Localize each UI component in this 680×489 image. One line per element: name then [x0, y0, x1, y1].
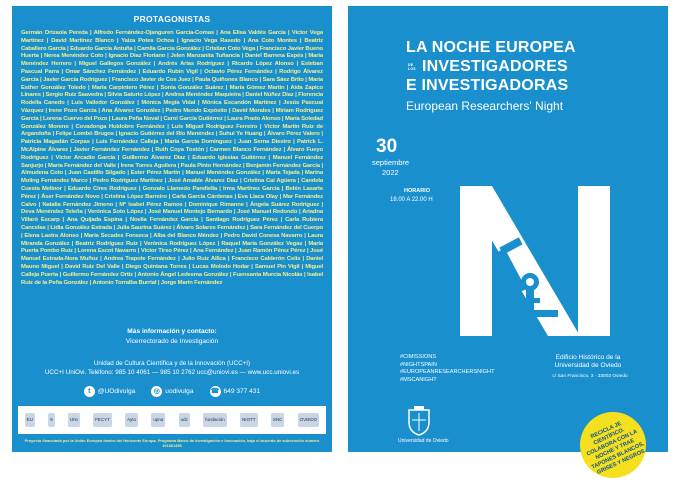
schedule-hours: 18.00 A 22.00 H — [390, 197, 433, 203]
protagonist-name: Beatriz Caballero García — [21, 37, 323, 52]
protagonist-name: Suhui Ye Huang — [219, 131, 263, 138]
protagonist-name: Miguel Calleja Puerta — [21, 263, 323, 278]
protagonist-name: José Manuel Montejo Bernardo — [148, 209, 233, 216]
protagonist-name: Samuel Pin Vigil — [254, 263, 300, 270]
protagonist-name: Cristian Coto Vega — [205, 45, 256, 52]
protagonist-name: María Secades Fonseca — [84, 232, 149, 239]
protagonist-name: Sara Fernández del Cuerpo — [250, 224, 323, 231]
protagonist-name: Eduardo Iglesias Gutiérrez — [192, 154, 266, 161]
title-small-connector: DE LOS — [408, 62, 416, 71]
protagonist-name: Omar Sánchez Fernández — [65, 68, 137, 75]
social-label: 649 377 431 — [223, 388, 261, 395]
protagonist-name: Daniel Mauno Miguel — [21, 256, 323, 270]
social-links — [12, 386, 332, 397]
protagonist-name: Patricia Magadán Corpas — [21, 139, 90, 146]
protagonist-name: José Amable Álvarez Díaz — [168, 178, 239, 185]
university-name: Universidad de Oviedo — [398, 438, 449, 444]
protagonist-name: María Fernández del Valle — [47, 162, 117, 169]
protagonist-name: Álvaro Pérez Valero — [267, 131, 320, 138]
protagonist-name: Carla Rubiera Cancelas — [21, 217, 323, 231]
protagonist-name: María Esther González Toledo — [21, 76, 323, 91]
protagonist-name: María Carpintero Pérez — [91, 84, 155, 91]
protagonist-name: María Gómez Martín — [229, 84, 285, 91]
protagonist-name: Patrick L. McAlpine Álvarez — [21, 139, 323, 153]
protagonist-name: Irene Torres Aguilera — [120, 162, 177, 169]
protagonist-name: Alba del Blanco Méndez — [153, 232, 219, 239]
protagonist-name: Áser Fernández Novo — [41, 193, 100, 200]
protagonist-name: Ariadna Villaró Escarp — [21, 209, 323, 224]
protagonist-name: Sergio Ruiz Saavedra — [45, 92, 103, 99]
protagonist-name: Mónica Escandón Martínez — [202, 100, 277, 107]
venue-name: Edificio Histórico de la Universidad de Oviedo — [554, 354, 622, 369]
protagonist-name: Antonio Ángel Ledesma González — [137, 271, 229, 278]
protagonist-name: Carol García Gutiérrez — [163, 115, 223, 122]
protagonist-name: Daniel Barrena Espés — [244, 53, 304, 60]
protagonist-name: Víctor Martín Ruiz de Argandoña — [21, 123, 323, 138]
protagonist-name: María García Domínguez — [164, 139, 232, 146]
protagonist-name: Carmen Blanco Fernández — [209, 146, 282, 153]
protagonist-name: David Martínez Blanco — [51, 37, 114, 44]
hashtags — [400, 354, 495, 384]
sponsor-logo: NIOTT — [240, 413, 258, 427]
protagonist-name: Alfredo Fernández-Ojanguren García-Comas — [93, 30, 214, 36]
university-crest-icon — [406, 406, 432, 436]
protagonist-name: Rodrigo Álvarez García — [21, 68, 323, 83]
protagonist-name: Ignacio Díaz Floriano — [108, 53, 166, 60]
protagonist-name: Covadonga Huidobro Fernández — [75, 123, 165, 130]
protagonist-name: Irene Pozo García — [48, 107, 97, 114]
left-panel — [12, 6, 332, 452]
protagonist-name: Víctor Arcadio García — [55, 154, 115, 161]
social-label: uodivulga — [165, 388, 194, 395]
protagonist-name: Antonio Torralba Burrial — [92, 279, 157, 286]
sponsor-logo: upna — [151, 413, 165, 427]
protagonist-name: David Morales — [232, 107, 271, 114]
protagonist-name: Eduardo Rubín Vigil — [142, 68, 198, 75]
protagonist-name: Daniel Núñez Díaz — [245, 92, 294, 99]
protagonist-name: Sara Sáez Brito — [262, 76, 304, 83]
hashtag: #CIMISSIONS — [400, 354, 437, 360]
protagonist-name: Álvaro Solares Fernández — [176, 224, 246, 231]
protagonist-name: Juan Serna Diestro — [238, 139, 291, 146]
protagonist-name: Octavio Pérez Fernández — [204, 68, 273, 75]
protagonist-name: Almudena Coto — [21, 170, 63, 177]
protagonist-name: Jelen Manzanita Tuñancia — [170, 53, 240, 60]
schedule-label: HORARIO — [404, 188, 430, 194]
protagonist-name: María Menéndez Herrero — [21, 53, 323, 68]
protagonist-name: Miguel Gallegos González — [78, 61, 151, 68]
event-month: septiembre — [372, 158, 410, 167]
title-line-1 — [406, 38, 576, 57]
protagonist-name: Lidia González Estrada — [50, 224, 112, 231]
event-year: 2022 — [382, 168, 399, 177]
protagonist-name: Manuel Menéndez González — [185, 170, 261, 177]
protagonist-name: Ana Coto Montes — [247, 37, 297, 44]
protagonist-name: Diego Quintana Torres — [125, 263, 187, 270]
protagonist-name: Miriam Rodríguez García — [21, 107, 323, 122]
protagonists-list: Germán Orizaola Pereda | Alfredo Fernández-Ojanguren García-Comas | Ana Elisa Valdés García | Víctor Vega Martínez | David Martínez Blanco | Yaiza Potes Ochoa | Ignacio Vega Rasedo | Ana Coto Montes | Beatriz Caballero García | Eduardo García Antuña | Camila García González | Cristian Coto Vega | Francisco Javier Bueno Huerta | Nerea Menéndez Coto | Ignacio Díaz Floriano | Jelen Manzanita Tuñancia | Daniel Barrena Espés | María Menéndez Herrero | Miguel Gallegos González | Andrés Arias Rodríguez | Ricardo López Alonso | Esteban Pascual Parra | Omar Sánchez Fernández | Eduardo Rubín Vigil | Octavio Pérez Fernández | Rodrigo Álvarez García | Javier García Rodríguez | Francisco Javier de Cos Juez | Paula Quiñones Blanco | Sara Sáez Brito | María Esther González Toledo | María Carpintero Pérez | Sonia González Suárez | María Gómez Martín | Aída Zapico Linares | Sergio Ruiz Saavedra | Silvia Saturio López | Andrea Menéndez Maquieira | Daniel Núñez Díaz | Florencia Rodella Canedo | Luis Valledor González | Mónica Megía Vidal | Mónica Escandón Martínez | Jesús Pascual Vázquez | Irene Pozo García | Ana Álvarez González | Pedro Mendo Expósito | David Morales | Miriam Rodríguez García | Lorena Cuervo del Pozo | Laura Peña Noval | Carol García Gutiérrez | Laura Prado Alonso | María Soledad González Moreno | Covadonga Huidobro Fernández | Luis Miguel Rodríguez Ferreiro | Víctor Martín Ruiz de Argandoña | Felipe Lombó Brugos | Ignacio Gutiérrez del Río Menéndez | Suhui Ye Huang | Álvaro Pérez Valero | Patricia Magadán Corpas | Luis Fernández Calleja | María García Domínguez | Juan Serna Diestro | Patrick L. McAlpine Álvarez | Javier Fernández Fernández | Ruth Coya Tostón | Carmen Blanco Fernández | Álvaro Fueyo Rodríguez | Víctor Arcadio García | Guillermo Álvarez Díaz | Eduardo Iglesias Gutiérrez | Manuel Fernández Sanjurjo | María Fernández del Valle | Irene Torres Aguilera | Paula Pinto Hernández | Benjamín Fernández García | Almudena Coto | Juan Castillo Silgado | Ester Pérez Martín | Manuel Menéndez González | María Tejada | Marina Moling Fernández Marco | Pedro Rodríguez Martínez | José Amable Álvarez Díaz | Cristina Cal Agüera | Candela Cuesta Melinor | Eduardo Cires Rodríguez | Gonzalo Llamedo Pandiella | Irma Martínez García | Belén Lasarte Pérez | Áser Fernández Novo | Cristina López Barreiro | Carla García Cárdenas | Eva Llaca Olay | Mar Fernández Calvo | Natalia Fernández Jimeno | Mª Isabel Pérez Ramos | Dominique Rimanne | Ángela Suárez Rodríguez | Deva Menéndez Teleña | Verónica Soto López | José Manuel Montejo Bernardo | José Manuel Redondo | Ariadna Villaró Escarp | Ana Quijada Espina | Noelia Fernández García | Santiago Rodríguez Pérez | Carla Rubiera Cancelas | Lidia González Estrada | Julia Saurina Suárez | Álvaro Solares Fernández | Sara Fernández del Cuerpo | Elena Lastra Alonso | María Secades Fonseca | Alba del Blanco Méndez | Pedro David Conesa Navarro | Laura Miranda González | Beatriz Rodríguez Ruiz | Verónica Rodríguez López | Raquel María González Vegas | María Puerta Pombo Ruiz | Lorena Escot Navarro | Víctor Tirso Pérez | Ana Fernández | Juan Ramón Pérez Pérez | José Manuel Estrada-Nora Muñoz | Andrea Trapote Fernández | Julio Ruiz Allica | Francisco Calderón Celis | Daniel Mauno Miguel | David Ruiz Del Valle | Diego Quintana Torres | Lucas Molodo Hodar | Samuel Pin Vigil | Miguel Calleja Puerta | Guillermo Fernández Ortiz | Antonio Ángel Ledesma González | Fuensanta Murcia Nicolás | Isabel Ruiz de la Peña González | Antonio Torralba Burrial | Jorge Marín Fernández — [21, 30, 323, 286]
protagonists-heading: PROTAGONISTAS — [133, 14, 211, 24]
funding-footnote: Proyecto financiado por la Unión Europea dentro del Horizonte Europa. Programa Marco de Investigación e Innovación, bajo el acuerdo de subvención número 101061455 — [24, 438, 320, 448]
protagonist-name: Beatriz Rodríguez Ruiz — [75, 240, 138, 247]
protagonist-name: Verónica Rodríguez López — [143, 240, 216, 247]
protagonist-name: Isabel Ruiz de la Peña González — [21, 271, 323, 286]
protagonist-name: Javier García Rodríguez — [43, 76, 108, 83]
protagonist-name: Javier Fernández Fernández — [73, 146, 150, 153]
protagonist-name: Ruth Coya Tostón — [155, 146, 205, 153]
protagonist-name: Luis Valledor González — [71, 100, 135, 107]
protagonist-name: Guillermo Fernández Ortiz — [62, 271, 133, 278]
protagonist-name: Nerea Menéndez Coto — [43, 53, 104, 60]
protagonist-name: Camila García González — [137, 45, 201, 52]
protagonist-name: Natalia Fernández Jimeno — [42, 201, 114, 208]
protagonist-name: Manuel Fernández Sanjurjo — [21, 154, 323, 169]
protagonist-name: Laura Prado Alonso — [227, 115, 281, 122]
protagonist-name: Paula Pinto Hernández — [180, 162, 242, 169]
protagonist-name: Lucas Molodo Hodar — [192, 263, 250, 270]
sponsor-logo: EU — [25, 413, 35, 427]
protagonist-name: Silvia Saturio López — [107, 92, 161, 99]
protagonist-name: Deva Menéndez Teleña — [21, 209, 83, 216]
protagonist-name: Luis Miguel Rodríguez Ferreiro — [171, 123, 258, 130]
whatsapp-icon: ☎ — [210, 388, 220, 395]
protagonist-name: Fuensanta Murcia Nicolás — [233, 271, 303, 278]
protagonist-name: David Ruiz Del Valle — [64, 263, 120, 270]
protagonist-name: Andrés Arias Rodríguez — [157, 61, 225, 68]
sponsor-logo: fundación — [203, 413, 227, 427]
protagonist-name: Lorena Cuervo del Pozo — [43, 115, 108, 122]
sponsor-logo: OVIEDO — [298, 413, 320, 427]
protagonist-name: Francisco Javier de Cos Juez — [111, 76, 191, 83]
protagonist-name: Cristina López Barreiro — [104, 193, 167, 200]
protagonist-name: Noelia Fernández García — [129, 217, 199, 224]
protagonist-name: María Tejada — [265, 170, 300, 177]
protagonist-name: Ricardo López Alonso — [231, 61, 294, 68]
protagonist-name: Ester Pérez Martín — [130, 170, 181, 177]
protagonist-name: Raquel María González Vegas — [221, 240, 303, 247]
social-link[interactable] — [151, 386, 193, 397]
protagonist-name: Belén Lasarte Pérez — [21, 185, 323, 200]
protagonist-name: Yaiza Potes Ochoa — [121, 37, 174, 44]
title-line-2 — [406, 57, 568, 76]
protagonist-name: Julio Ruiz Allica — [181, 256, 226, 263]
big-n-microscope-icon — [460, 186, 610, 336]
protagonist-name: Ana Álvarez González — [101, 107, 161, 114]
n-right-stem — [578, 186, 610, 336]
protagonist-name: Juan Castillo Silgado — [68, 170, 126, 177]
protagonist-name: Jesús Pascual Vázquez — [21, 100, 323, 114]
sponsor-logo: FECYT — [93, 413, 112, 427]
protagonist-name: Ignacio Vega Rasedo — [181, 37, 241, 44]
protagonist-name: Laura Miranda González — [21, 232, 323, 247]
protagonist-name: José Manuel Estrada-Nora Muñoz — [21, 248, 323, 263]
protagonist-name: Víctor Tirso Pérez — [140, 248, 189, 255]
protagonist-name: Pedro Mendo Expósito — [165, 107, 227, 114]
protagonist-name: Paula Quiñones Blanco — [195, 76, 258, 83]
protagonist-name: Sonia González Suárez — [160, 84, 224, 91]
protagonist-name: Mónica Megía Vidal — [141, 100, 196, 107]
protagonist-name: Laura Peña Noval — [111, 115, 159, 122]
unit-name: Unidad de Cultura Científica y de la Innovación (UCC+I) — [93, 360, 251, 367]
recycling-badge-text: RECICLA JE CIENTÍFICO. COLABORA CON LA NOCHE Y TRAE TAPONES BLANCOS, GRISES Y NEGROS — [585, 420, 646, 476]
protagonist-name: Germán Orizaola Pereda — [21, 30, 88, 36]
twitter-icon: t — [84, 386, 95, 397]
protagonist-name: Andrea Trapote Fernández — [103, 256, 176, 263]
protagonist-name: Benjamín Fernández García — [246, 162, 320, 169]
protagonist-name: Gonzalo Llamedo Pandiella — [142, 185, 218, 192]
title-line-2-text: INVESTIGADORES — [422, 58, 568, 75]
protagonist-name: Jorge Marín Fernández — [160, 279, 223, 286]
protagonist-name: María Puerta Pombo Ruiz — [21, 240, 323, 255]
protagonist-name: Elena Lastra Alonso — [24, 232, 79, 239]
title-line-1-text: LA NOCHE EUROPEA — [406, 39, 576, 56]
sponsor-logo: udc — [179, 413, 190, 427]
protagonist-name: Juan Ramón Pérez Pérez — [238, 248, 306, 255]
protagonist-name: José Manuel Redondo — [237, 209, 298, 216]
protagonist-name: Guillermo Álvarez Díaz — [122, 154, 186, 161]
protagonist-name: Lorena Escot Navarro — [77, 248, 137, 255]
protagonist-name: Marina Moling Fernández Marco — [21, 170, 323, 185]
hashtag: #NIGHTSPAIN — [400, 361, 437, 368]
sponsor-logo: 9 — [48, 413, 55, 427]
contact-line: UCC+I UniOvi. Teléfono: 985 10 4061 — 985 10 2762 ucc@uniovi.es — www.ucc.uniovi.es — [44, 369, 300, 376]
protagonist-name: Ana Quijada Espina — [66, 217, 123, 224]
protagonist-name: Luis Fernández Calleja — [95, 139, 159, 146]
subtitle: European Researchers' Night — [406, 99, 564, 113]
info-subheading: Vicerrectorado de Investigación — [125, 338, 219, 345]
hashtag: #MSCANIGHT — [400, 376, 437, 383]
protagonist-name: Víctor Vega Martínez — [21, 30, 323, 44]
protagonist-name: Esteban Pascual Parra — [21, 61, 323, 75]
sponsor-logo: SNC — [271, 413, 285, 427]
protagonist-name: Eva Llaca Olay — [237, 193, 278, 200]
protagonist-name: Santiago Rodríguez Pérez — [205, 217, 278, 224]
sponsor-logo: Ayto — [125, 413, 138, 427]
info-heading: Más información y contacto: — [127, 328, 217, 335]
hashtag: #EUROPEANRESEARCHERSNIGHT — [400, 369, 495, 375]
protagonist-name: Ángela Suárez Rodríguez — [249, 201, 320, 208]
protagonist-name: Francisco Calderón Celis — [231, 256, 301, 263]
protagonist-name: Verónica Soto López — [87, 209, 144, 216]
protagonist-name: Álvaro Fueyo Rodríguez — [21, 146, 323, 161]
protagonist-name: Francisco Javier Bueno Huerta — [21, 45, 323, 60]
sponsor-logo: UNI — [68, 413, 80, 427]
protagonist-name: Eduardo Cires Rodríguez — [67, 185, 137, 192]
social-label: @UOdivulga — [97, 388, 136, 395]
protagonist-name: Eduardo García Antuña — [70, 45, 133, 52]
protagonist-name: María Soledad González Moreno — [21, 115, 323, 130]
protagonist-name: Felipe Lombó Brugos — [55, 131, 114, 138]
sponsor-logos — [18, 406, 326, 434]
protagonist-name: Julia Saurina Suárez — [116, 224, 172, 231]
protagonist-name: Cristina Cal Agüera — [243, 178, 296, 185]
instagram-icon: ◎ — [151, 386, 162, 397]
protagonist-name: Ana Fernández — [192, 248, 234, 255]
protagonist-name: Pedro Rodríguez Martínez — [92, 178, 163, 185]
protagonist-name: Mar Fernández Calvo — [21, 193, 323, 208]
venue-address: c/ San Francisco, 3 · 33003 Oviedo — [552, 374, 628, 379]
protagonist-name: Ana Elisa Valdés García — [219, 30, 286, 36]
event-day: 30 — [376, 136, 398, 157]
social-link[interactable] — [84, 386, 135, 397]
title-line-3: E INVESTIGADORAS — [406, 77, 569, 94]
right-panel — [348, 6, 668, 452]
protagonist-name: Irma Martínez García — [223, 185, 280, 192]
social-link[interactable] — [210, 386, 261, 397]
protagonist-name: Ignacio Gutiérrez del Río Menéndez — [118, 131, 215, 138]
protagonist-name: Carla García Cárdenas — [171, 193, 233, 200]
protagonist-name: Mª Isabel Pérez Ramos — [119, 201, 183, 208]
protagonist-name: Aída Zapico Linares — [21, 84, 323, 99]
protagonist-name: Pedro David Conesa Navarro — [223, 232, 303, 239]
protagonist-name: Dominique Rimanne — [188, 201, 244, 208]
protagonist-name: Florencia Rodella Canedo — [21, 92, 323, 107]
protagonist-name: Andrea Menéndez Maquieira — [164, 92, 241, 99]
protagonist-name: Candela Cuesta Melinor — [21, 178, 323, 192]
